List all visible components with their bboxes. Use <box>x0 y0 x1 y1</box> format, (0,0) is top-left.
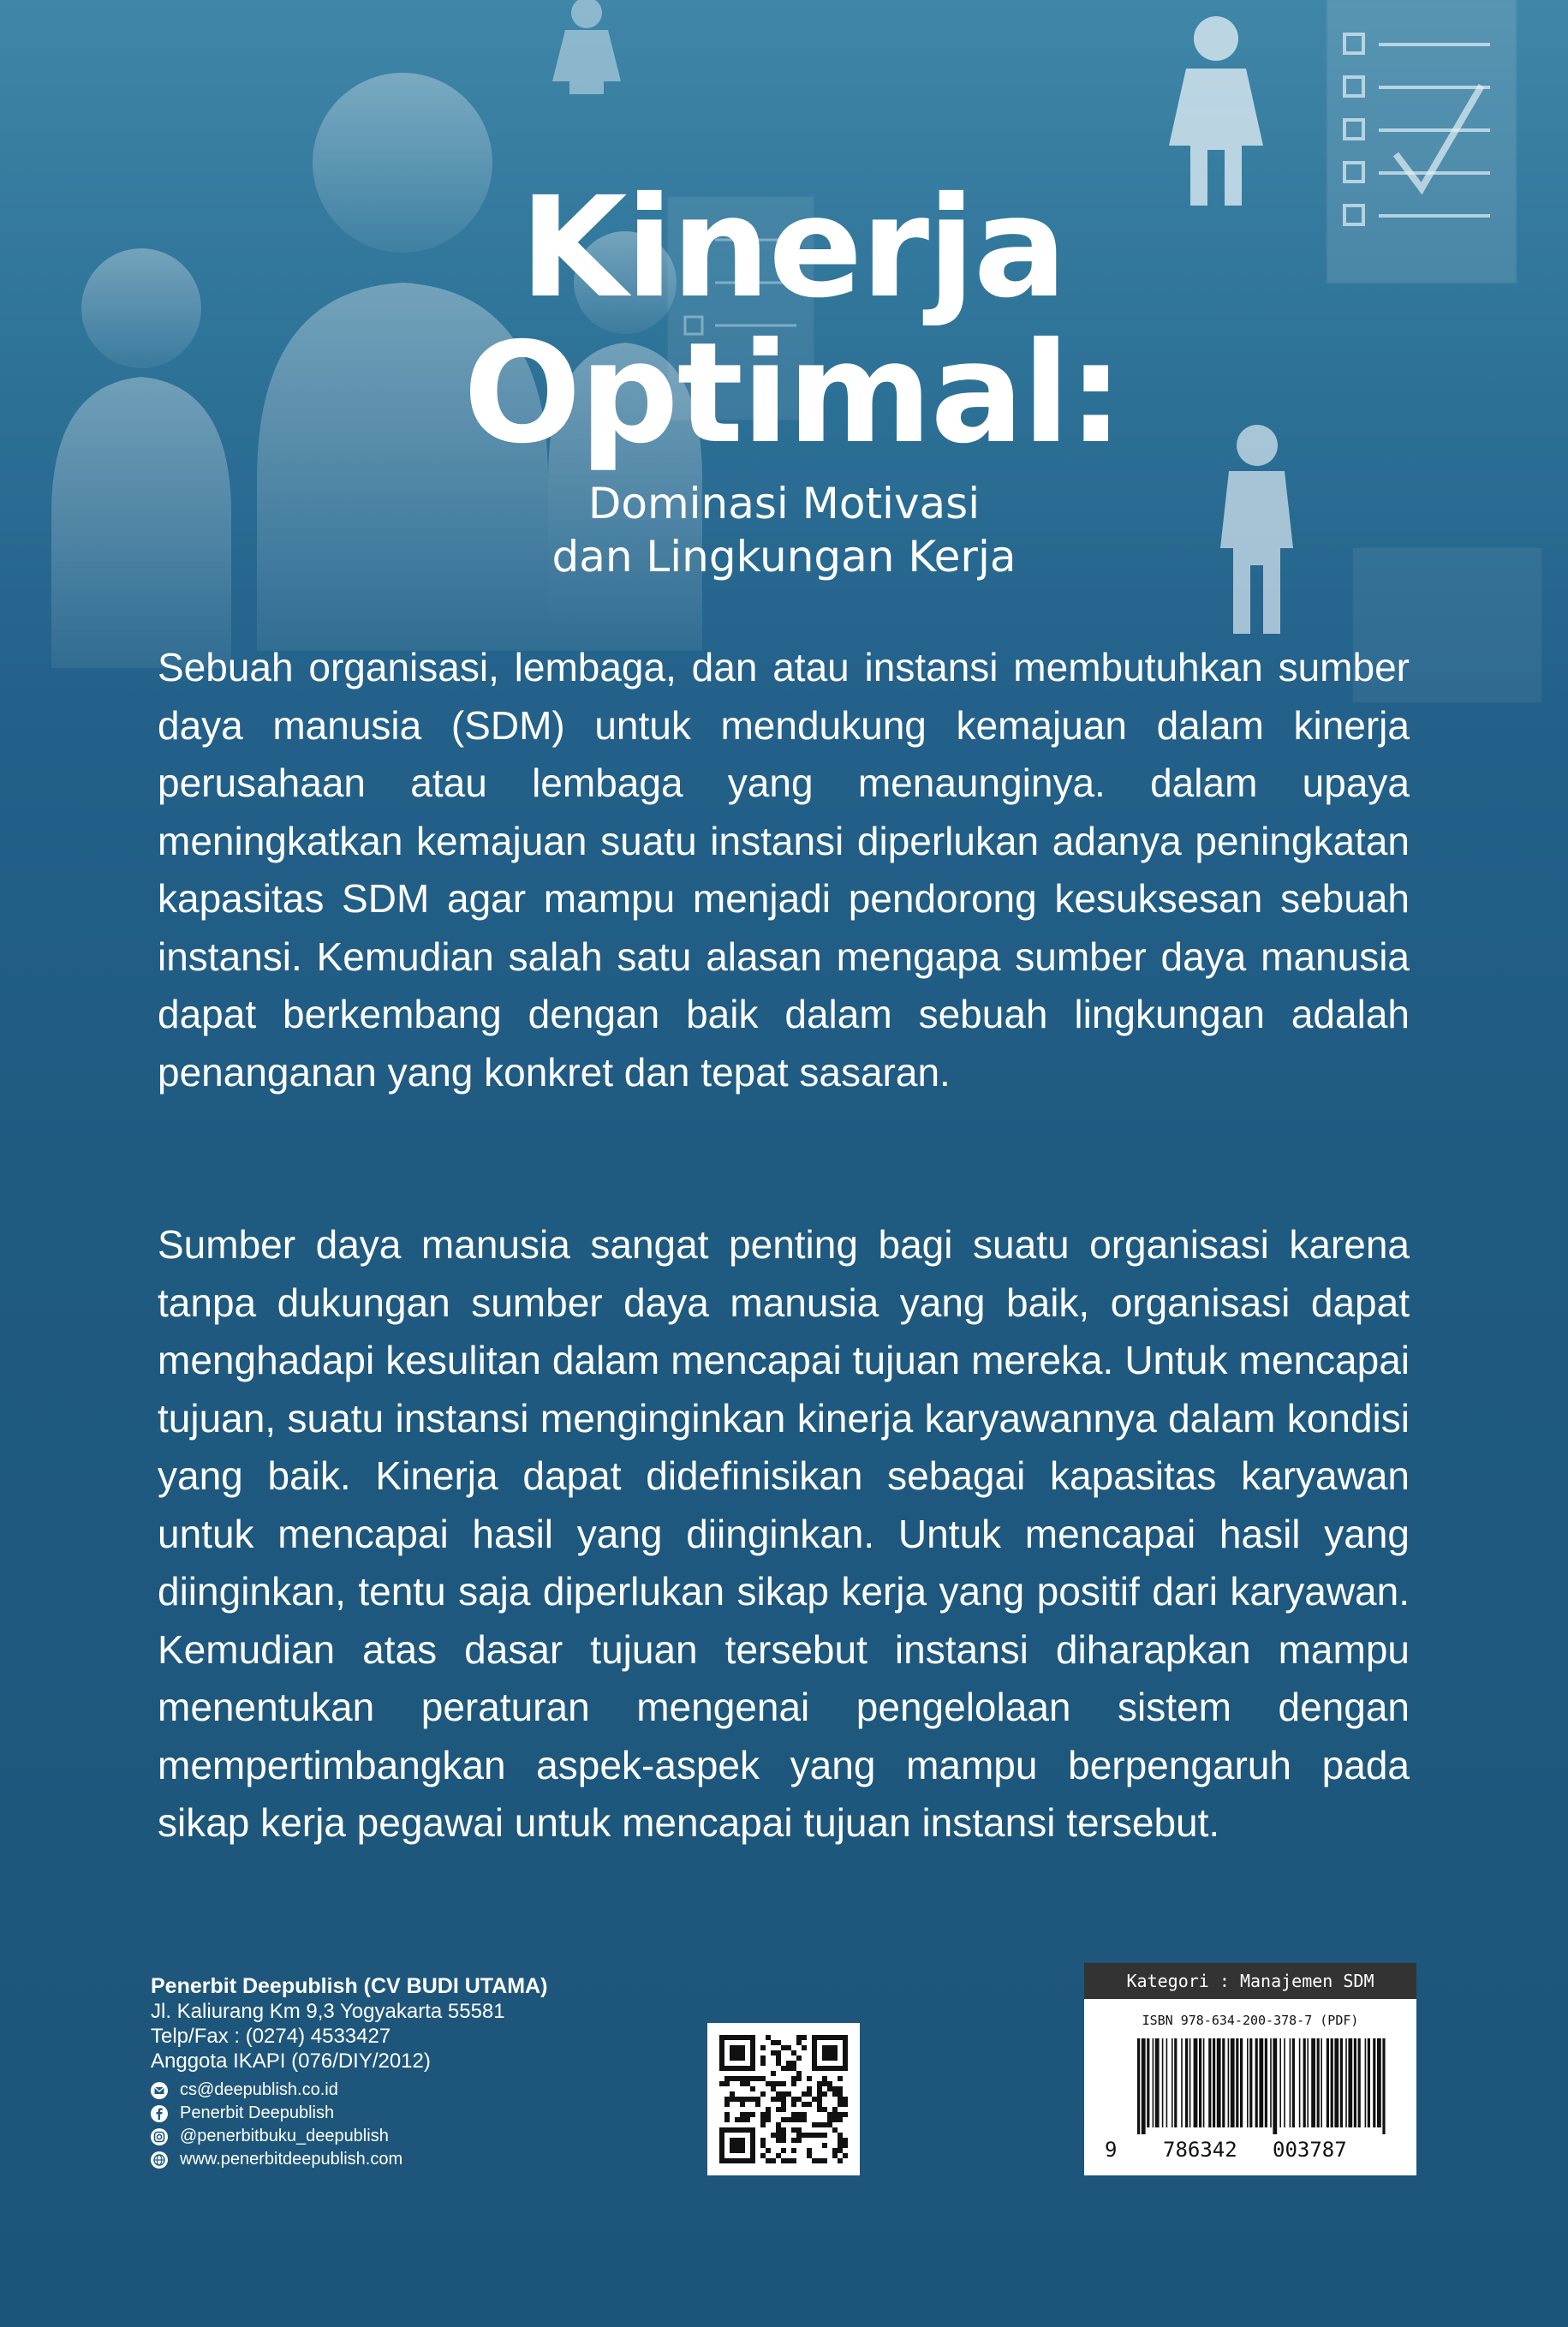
qr-module <box>755 2097 760 2102</box>
barcode-bar <box>1194 2038 1198 2127</box>
qr-module <box>817 2091 822 2097</box>
contact-facebook[interactable] <box>151 2102 547 2125</box>
barcode-bar <box>1365 2038 1367 2127</box>
qr-module <box>796 2127 802 2133</box>
qr-module <box>776 2056 781 2061</box>
qr-module <box>776 2050 781 2056</box>
contact-website[interactable] <box>151 2148 547 2171</box>
book-subtitle-line-1: Dominasi Motivasi <box>587 479 981 528</box>
qr-module <box>791 2117 796 2122</box>
qr-module <box>796 2097 802 2102</box>
qr-module <box>817 2133 822 2138</box>
qr-module <box>740 2112 745 2117</box>
qr-module <box>776 2133 781 2138</box>
qr-module <box>740 2081 745 2086</box>
barcode-bar <box>1174 2038 1177 2127</box>
qr-module <box>740 2076 745 2081</box>
barcode-bar <box>1247 2038 1249 2127</box>
qr-module <box>843 2153 848 2158</box>
qr-module <box>766 2107 771 2112</box>
contact-email-text: cs@deepublish.co.id <box>180 2080 338 2099</box>
qr-module <box>750 2086 755 2091</box>
barcode-bar <box>1382 2038 1385 2134</box>
qr-module <box>791 2127 796 2133</box>
qr-module <box>822 2091 827 2097</box>
qr-module <box>735 2117 740 2122</box>
qr-module <box>730 2076 735 2081</box>
qr-module <box>745 2081 750 2086</box>
barcode-bar <box>1345 2038 1347 2127</box>
qr-module <box>796 2138 802 2143</box>
qr-module <box>838 2102 843 2107</box>
barcode-bar <box>1265 2038 1267 2127</box>
qr-module <box>760 2143 766 2148</box>
qr-module <box>724 2117 730 2122</box>
qr-module <box>822 2076 827 2081</box>
qr-module <box>827 2122 832 2127</box>
qr-module <box>771 2133 776 2138</box>
publisher-name: Penerbit Deepublish (CV BUDI UTAMA) <box>151 1974 548 1998</box>
qr-module <box>781 2091 786 2097</box>
qr-module <box>760 2112 766 2117</box>
qr-module <box>807 2153 812 2158</box>
qr-module <box>776 2097 781 2102</box>
qr-module <box>786 2066 791 2071</box>
qr-module <box>791 2076 796 2081</box>
qr-module <box>796 2133 802 2138</box>
qr-module <box>807 2102 812 2107</box>
qr-code-graphic <box>707 2023 860 2175</box>
qr-module <box>760 2061 766 2066</box>
barcode-bar <box>1368 2038 1370 2127</box>
qr-module <box>791 2138 796 2143</box>
qr-module <box>771 2040 776 2045</box>
qr-module <box>802 2117 807 2122</box>
qr-module <box>781 2133 786 2138</box>
contact-list <box>151 2079 547 2171</box>
qr-module <box>781 2117 786 2122</box>
contact-instagram[interactable] <box>151 2125 547 2148</box>
qr-finder <box>730 2045 745 2061</box>
qr-module <box>796 2071 802 2076</box>
qr-module <box>791 2050 796 2056</box>
synopsis-paragraph-1: Sebuah organisasi, lembaga, dan atau instansi membutuhkan sumber daya manusia (SDM) untuk mendukung kemajuan dalam kinerja perusahaan atau lembaga yang menaunginya. dalam upaya meningkatkan kemajuan suatu instansi diperlukan adanya peningkatan kapasitas SDM agar mampu menjadi pendorong kesuksesan sebuah instansi. Kemudian salah satu alasan mengapa sumber daya manusia dapat berkembang dengan baik dalam sebuah lingkungan adalah penanganan yang konkret dan tepat sasaran. <box>158 645 1410 1095</box>
qr-module <box>838 2097 843 2102</box>
qr-module <box>802 2035 807 2040</box>
qr-module <box>771 2081 776 2086</box>
barcode-bar <box>1327 2038 1329 2127</box>
barcode-digit-prefix: 9 <box>1105 2138 1118 2162</box>
publisher-address: Jl. Kaliurang Km 9,3 Yogyakarta 55581 <box>151 2000 505 2023</box>
qr-module <box>832 2112 838 2117</box>
qr-module <box>827 2112 832 2117</box>
category-label: Kategori : Manajemen SDM <box>1084 1963 1416 1999</box>
qr-module <box>827 2081 832 2086</box>
qr-module <box>760 2122 766 2127</box>
qr-module <box>827 2117 832 2122</box>
qr-module <box>807 2148 812 2153</box>
qr-module <box>832 2148 838 2153</box>
qr-module <box>791 2112 796 2117</box>
barcode-bar <box>1259 2038 1263 2127</box>
qr-module <box>807 2076 812 2081</box>
barcode-bar <box>1331 2038 1333 2127</box>
qr-module <box>838 2091 843 2097</box>
qr-module <box>750 2097 755 2102</box>
qr-module <box>766 2035 771 2040</box>
qr-module <box>740 2097 745 2102</box>
qr-module <box>822 2158 827 2163</box>
qr-module <box>760 2153 766 2158</box>
qr-module <box>766 2148 771 2153</box>
barcode-bar <box>1311 2038 1315 2127</box>
qr-module <box>817 2081 822 2086</box>
qr-module <box>786 2091 791 2097</box>
barcode-bar <box>1166 2038 1168 2127</box>
qr-module <box>755 2076 760 2081</box>
barcode-bar <box>1155 2038 1160 2127</box>
barcode-bar <box>1203 2038 1205 2127</box>
qr-module <box>817 2097 822 2102</box>
qr-module <box>838 2117 843 2122</box>
qr-module <box>745 2117 750 2122</box>
qr-module <box>745 2076 750 2081</box>
qr-module <box>807 2133 812 2138</box>
qr-module <box>832 2117 838 2122</box>
qr-module <box>822 2133 827 2138</box>
qr-module <box>796 2117 802 2122</box>
barcode-bar <box>1185 2038 1188 2127</box>
email-icon <box>151 2082 168 2099</box>
barcode-bar <box>1334 2038 1338 2127</box>
barcode-bar <box>1172 2038 1173 2127</box>
isbn-number: ISBN 978-634-200-378-7 (PDF) <box>1142 2013 1359 2028</box>
qr-module <box>802 2112 807 2117</box>
qr-module <box>745 2112 750 2117</box>
qr-module <box>817 2086 822 2091</box>
qr-module <box>781 2045 786 2050</box>
qr-module <box>832 2127 838 2133</box>
qr-module <box>771 2050 776 2056</box>
qr-module <box>776 2040 781 2045</box>
qr-module <box>786 2045 791 2050</box>
qr-module <box>724 2097 730 2102</box>
qr-module <box>838 2148 843 2153</box>
qr-module <box>755 2102 760 2107</box>
qr-code[interactable] <box>707 2023 860 2175</box>
qr-module <box>781 2097 786 2102</box>
publisher-phone: Telp/Fax : (0274) 4533427 <box>151 2025 391 2048</box>
qr-module <box>791 2158 796 2163</box>
barcode-bar <box>1222 2038 1225 2127</box>
barcode-digits-right: 003787 <box>1273 2138 1347 2162</box>
barcode-bar <box>1279 2038 1281 2127</box>
barcode-bar <box>1270 2038 1272 2127</box>
qr-module <box>802 2133 807 2138</box>
qr-module <box>843 2143 848 2148</box>
qr-module <box>760 2138 766 2143</box>
qr-module <box>822 2107 827 2112</box>
qr-module <box>843 2138 848 2143</box>
qr-module <box>740 2117 745 2122</box>
qr-module <box>822 2143 827 2148</box>
synopsis-paragraph-2: Sumber daya manusia sangat penting bagi suatu organisasi karena tanpa dukungan sumber daya manusia yang baik, organisasi dapat menghadapi kesulitan dalam mencapai tujuan mereka. Untuk mencapai tujuan, suatu instansi menginginkan kinerja karyawannya dalam kondisi yang baik. Kinerja dapat didefinisikan sebagai kapasitas karyawan untuk mencapai hasil yang diinginkan. Untuk mencapai hasil yang diinginkan, tentu saja diperlukan sikap kerja yang positif dari karyawan. Kemudian atas dasar tujuan tersebut instansi diharapkan mampu menentukan peraturan mengenai pengelolaan sistem dengan mempertimbangkan aspek-aspek yang mampu berpengaruh pada sikap kerja pegawai untuk mencapai tujuan instansi tersebut. <box>158 1222 1410 1845</box>
qr-module <box>724 2076 730 2081</box>
qr-module <box>781 2158 786 2163</box>
qr-module <box>822 2081 827 2086</box>
barcode-bar <box>1284 2038 1285 2127</box>
barcode-bar <box>1255 2038 1258 2127</box>
barcode-bar <box>1321 2038 1322 2127</box>
qr-module <box>796 2076 802 2081</box>
qr-module <box>838 2076 843 2081</box>
barcode-bar <box>1292 2038 1295 2127</box>
isbn-barcode-box <box>1084 1963 1416 2175</box>
qr-module <box>760 2045 766 2050</box>
qr-module <box>817 2102 822 2107</box>
barcode-bar <box>1213 2038 1215 2127</box>
qr-module <box>766 2081 771 2086</box>
qr-module <box>781 2081 786 2086</box>
qr-module <box>766 2117 771 2122</box>
barcode-bar <box>1153 2038 1154 2127</box>
barcode-bar <box>1231 2038 1235 2127</box>
barcode-bar <box>1290 2038 1291 2127</box>
qr-module <box>791 2097 796 2102</box>
qr-module <box>760 2091 766 2097</box>
barcode-bar <box>1377 2038 1381 2127</box>
barcode-bar <box>1340 2038 1343 2127</box>
qr-module <box>812 2158 817 2163</box>
contact-website-text: www.penerbitdeepublish.com <box>180 2150 403 2169</box>
woman-icon-small <box>552 0 621 94</box>
qr-module <box>807 2086 812 2091</box>
qr-module <box>781 2066 786 2071</box>
qr-module <box>750 2112 755 2117</box>
qr-module <box>776 2091 781 2097</box>
qr-module <box>812 2122 817 2127</box>
qr-module <box>812 2097 817 2102</box>
barcode-bar <box>1303 2038 1306 2127</box>
qr-module <box>832 2153 838 2158</box>
publisher-membership: Anggota IKAPI (076/DIY/2012) <box>151 2050 431 2073</box>
qr-module <box>735 2076 740 2081</box>
qr-module <box>791 2148 796 2153</box>
barcode-bar <box>1273 2038 1277 2134</box>
qr-module <box>838 2143 843 2148</box>
qr-module <box>832 2091 838 2097</box>
barcode-bar <box>1348 2038 1352 2127</box>
contact-email[interactable] <box>151 2079 547 2102</box>
contact-instagram-text: @penerbitbuku_deepublish <box>180 2127 389 2145</box>
barcode-bar <box>1137 2038 1140 2134</box>
qr-module <box>832 2086 838 2091</box>
qr-module <box>817 2158 822 2163</box>
qr-module <box>791 2066 796 2071</box>
qr-module <box>786 2061 791 2066</box>
qr-module <box>838 2133 843 2138</box>
barcode-bar <box>1240 2038 1243 2127</box>
qr-module <box>802 2091 807 2097</box>
qr-module <box>781 2102 786 2107</box>
qr-module <box>827 2086 832 2091</box>
book-title-line-1: Kinerja <box>519 168 1065 329</box>
barcode-bar <box>1299 2038 1301 2127</box>
instagram-icon <box>151 2128 168 2145</box>
facebook-icon <box>151 2105 168 2122</box>
qr-module <box>843 2097 848 2102</box>
qr-module <box>730 2097 735 2102</box>
qr-module <box>838 2086 843 2091</box>
qr-module <box>802 2045 807 2050</box>
qr-module <box>724 2102 730 2107</box>
barcode-digits-left: 786342 <box>1163 2138 1237 2162</box>
qr-finder <box>730 2138 745 2153</box>
qr-module <box>771 2086 776 2091</box>
contact-facebook-text: Penerbit Deepublish <box>180 2103 335 2122</box>
qr-module <box>786 2158 791 2163</box>
qr-module <box>724 2081 730 2086</box>
qr-module <box>832 2107 838 2112</box>
qr-module <box>781 2107 786 2112</box>
barcode-graphic <box>1134 2038 1391 2134</box>
qr-module <box>781 2138 786 2143</box>
qr-module <box>740 2102 745 2107</box>
barcode-bar <box>1189 2038 1191 2127</box>
qr-module <box>838 2112 843 2117</box>
qr-module <box>760 2076 766 2081</box>
barcode-bar <box>1147 2038 1149 2127</box>
qr-module <box>776 2138 781 2143</box>
qr-module <box>796 2035 802 2040</box>
qr-module <box>812 2133 817 2138</box>
qr-module <box>786 2117 791 2122</box>
qr-module <box>791 2102 796 2107</box>
book-title-line-2: Optimal: <box>462 313 1123 474</box>
qr-module <box>719 2081 724 2086</box>
qr-module <box>730 2091 735 2097</box>
barcode-bar <box>1236 2038 1238 2127</box>
qr-module <box>802 2102 807 2107</box>
qr-module <box>745 2097 750 2102</box>
qr-module <box>724 2112 730 2117</box>
barcode-bar <box>1162 2038 1164 2127</box>
qr-module <box>781 2127 786 2133</box>
qr-module <box>838 2138 843 2143</box>
qr-module <box>817 2122 822 2127</box>
qr-module <box>781 2148 786 2153</box>
qr-module <box>766 2112 771 2117</box>
qr-module <box>807 2091 812 2097</box>
qr-module <box>771 2158 776 2163</box>
qr-module <box>796 2056 802 2061</box>
qr-module <box>817 2107 822 2112</box>
qr-module <box>791 2081 796 2086</box>
qr-module <box>776 2081 781 2086</box>
qr-module <box>843 2112 848 2117</box>
qr-module <box>735 2097 740 2102</box>
book-subtitle-line-2: dan Lingkungan Kerja <box>551 532 1017 582</box>
barcode-bar <box>1142 2038 1146 2134</box>
barcode-bar <box>1373 2038 1375 2127</box>
barcode-bar <box>1354 2038 1356 2127</box>
barcode-bar <box>1228 2038 1230 2127</box>
qr-module <box>822 2122 827 2127</box>
qr-module <box>776 2122 781 2127</box>
qr-module <box>843 2102 848 2107</box>
qr-finder <box>822 2045 838 2061</box>
qr-module <box>766 2158 771 2163</box>
qr-module <box>776 2127 781 2133</box>
barcode-bar <box>1358 2038 1361 2127</box>
barcode-bar <box>1181 2038 1183 2127</box>
barcode-bar <box>1199 2038 1201 2127</box>
qr-module <box>750 2076 755 2081</box>
qr-module <box>776 2153 781 2158</box>
barcode-bar <box>1307 2038 1309 2127</box>
globe-icon <box>151 2151 168 2169</box>
qr-module <box>791 2061 796 2066</box>
qr-module <box>838 2158 843 2163</box>
publisher-info <box>151 1973 547 2171</box>
qr-module <box>776 2061 781 2066</box>
barcode-bar <box>1217 2038 1221 2127</box>
barcode-bar <box>1317 2038 1320 2127</box>
qr-module <box>760 2117 766 2122</box>
barcode-bar <box>1249 2038 1252 2127</box>
barcode-bar <box>1208 2038 1211 2127</box>
qr-module <box>776 2107 781 2112</box>
qr-module <box>760 2056 766 2061</box>
qr-module <box>796 2040 802 2045</box>
qr-module <box>771 2097 776 2102</box>
qr-module <box>796 2112 802 2117</box>
qr-module <box>771 2071 776 2076</box>
